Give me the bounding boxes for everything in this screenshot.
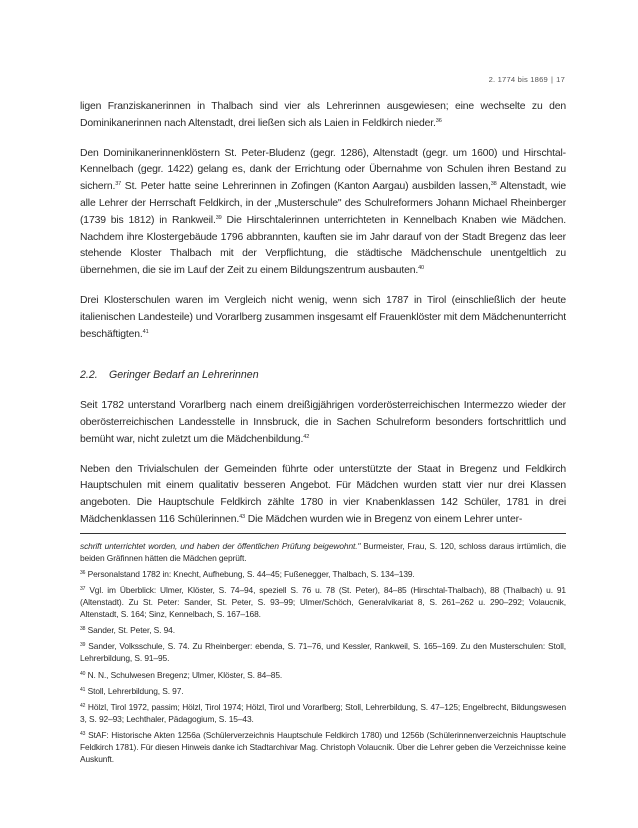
footnote: $^{42}$ Hölzl, Tirol 1972, passim; Hölzl, Tirol 1974; Hölzl, Tirol und Vorarlberg; Stoll, Lehrerbildung, S. 47–125; Engelbrecht, Bildungswesen 3, S. 92–93; Lechthaler, Pädagogium, S. 15–43. bbox=[80, 701, 566, 724]
footnote-number: 43 bbox=[80, 730, 86, 737]
footnote: $^{38}$ Sander, St. Peter, S. 94. bbox=[80, 625, 175, 636]
page-number: 17 bbox=[556, 75, 565, 84]
footnote: $^{37}$ Vgl. im Überblick: Ulmer, Klöster, S. 74–94, speziell S. 76 u. 78 (St. Peter), 84–85 (Hirschtal-Thalbach), 88 (Thalbach) u. 91 (Altenstadt). Zu St. Peter: Sander, St. Peter, S. 93–99; Ulmer/Schöch, Generalvikariat 8, S. 261–262 u. 290–292; Volaucnik, Altenstadt, S. 164; Sinz, Kennelbach, S. 167–168. bbox=[80, 585, 566, 620]
running-head bbox=[489, 75, 565, 84]
footnote-continuation: schrift unterrichtet worden, und haben der öffentlichen Prüfung beigewohnt." Burmeister, Frau, S. 120, schloss daraus irrtümlich, die beiden Gräfinnen hätten die Mädchen geprüft. bbox=[80, 540, 566, 563]
footnote-divider bbox=[80, 533, 566, 534]
footnote-ref[interactable]: 36 bbox=[435, 117, 442, 124]
footnote: $^{41}$ Stoll, Lehrerbildung, S. 97. bbox=[80, 685, 184, 696]
footnote-number: 41 bbox=[80, 686, 86, 693]
footnote-ref[interactable]: 43 bbox=[239, 513, 245, 520]
body-paragraph: Neben den Trivialschulen der Gemeinden führte oder unterstützte der Staat in Bregenz und Feldkirch Hauptschulen mit einem qualitativ besseren Angebot. Für Mädchen wurden statt vier nur drei Klassen angeboten. Die Hauptschule Feldkirch zählte 1780 in vier Knabenklassen 142 Schüler, 1781 in drei Mädchenklassen 116 Schülerinnen.$^{43}$ Die Mädchen wurden wie in Bregenz von einem Lehrer unter- bbox=[80, 463, 566, 525]
page-body bbox=[80, 99, 566, 769]
footnote-ref[interactable]: 38 bbox=[490, 181, 497, 188]
footnote-ref[interactable]: 39 bbox=[215, 214, 222, 221]
running-head-section: 2. 1774 bis 1869 bbox=[488, 75, 548, 84]
section-title: Geringer Bedarf an Lehrerinnen bbox=[109, 369, 259, 382]
footnote-ref[interactable]: 37 bbox=[115, 181, 122, 188]
body-paragraph: ligen Franziskanerinnen in Thalbach sind vier als Lehrerinnen ausgewiesen; eine wechselte zu den Dominikanerinnen nach Altenstadt, drei ließen sich als Laien in Feldkirch nieder.$^{36}$ bbox=[80, 101, 566, 129]
footnote-number: 42 bbox=[80, 702, 86, 709]
body-paragraph: Seit 1782 unterstand Vorarlberg nach einem dreißigjährigen vorderösterreichischen Intermezzo wieder der oberösterreichischen Landesstelle in Innsbruck, die in Sachen Schulreform besonders fortschrittlich und bemüht war, nicht zuletzt um die Mädchenbildung.$^{42}$ bbox=[80, 400, 566, 445]
footnote: $^{39}$ Sander, Volksschule, S. 74. Zu Rheinberger: ebenda, S. 71–76, und Kessler, Rankweil, S. 165–169. Zu den Musterschulen: Stoll, Lehrerbildung, S. 91–95. bbox=[80, 641, 566, 664]
footnote-ref[interactable]: 42 bbox=[303, 433, 310, 440]
footnote-number: 36 bbox=[80, 569, 86, 576]
section-heading bbox=[80, 367, 566, 384]
footnote: $^{36}$ Personalstand 1782 in: Knecht, Aufhebung, S. 44–45; Fußenegger, Thalbach, S. 134–139. bbox=[80, 568, 415, 579]
body-paragraph: Drei Klosterschulen waren im Vergleich nicht wenig, wenn sich 1787 in Tirol (einschließlich der heute italienischen Landesteile) und Vorarlberg zusammen insgesamt elf Frauenklöster mit dem Mädchenunterricht beschäftigten.$^{41}$ bbox=[80, 294, 566, 340]
footnote-number: 37 bbox=[80, 586, 86, 593]
footnote: $^{43}$ StAF: Historische Akten 1256a (Schülerverzeichnis Hauptschule Feldkirch 1780) und 1256b (Schülerinnenverzeichnis Hauptschule Feldkirch 1781). Für diesen Hinweis danke ich Stadtarchivar Mag. Christoph Volaucnik. Über die Lehrer geben die Verzeichnisse keine Auskunft. bbox=[80, 729, 566, 765]
footnote-number: 39 bbox=[80, 642, 86, 649]
section-number: 2.2. bbox=[80, 369, 98, 382]
footnote-number: 38 bbox=[80, 626, 86, 633]
body-paragraph: Den Dominikanerinnenklöstern St. Peter-Bludenz (gegr. 1286), Altenstadt (gegr. um 1600) und Hirschtal-Kennelbach (gegr. 1422) gelang es, dank der Errichtung oder Übernahme von Schulen ihren Bestand zu sichern.$^{37}$ St. Peter hatte seine Lehrerinnen in Zofingen (Kanton Aargau) ausbilden lassen,$^{38}$ Altenstadt, wie alle Lehrer der Herrschaft Feldkirch, in der „Musterschule" des Schulreformers Johann Michael Rheinberger (1739 bis 1812) in Rankweil.$^{39}$ Die Hirschtalerinnen unterrichteten in Kennelbach Knaben wie Mädchen. Nachdem ihre Klostergebäude 1796 abbrannten, kauften sie im Jahr darauf von der Stadt Bregenz das leer stehende Kloster Thalbach mit der Verpflichtung, die städtische Mädchenschule unentgeltlich zu übernehmen, die sie im Lauf der Zeit zu einem Bildungszentrum ausbauten.$^{40}$ bbox=[80, 147, 566, 277]
running-head-separator: | bbox=[550, 75, 554, 84]
footnote: $^{40}$ N. N., Schulwesen Bregenz; Ulmer, Klöster, S. 84–85. bbox=[80, 669, 283, 680]
footnote-ref[interactable]: 40 bbox=[418, 265, 425, 272]
footnote-ref[interactable]: 41 bbox=[142, 328, 149, 335]
footnote-number: 40 bbox=[80, 670, 86, 677]
